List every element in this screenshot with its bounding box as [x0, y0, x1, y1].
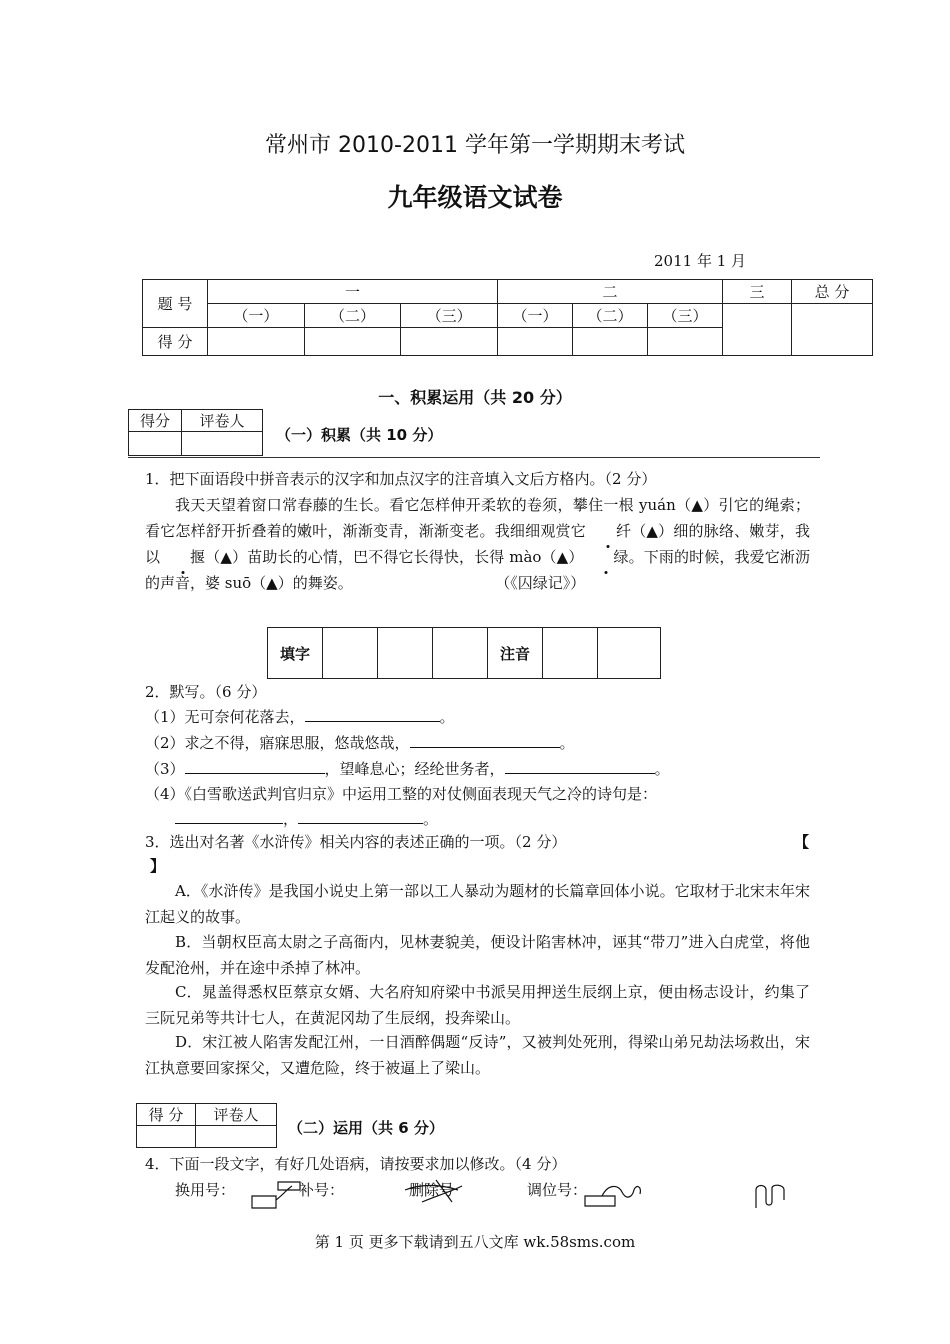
score-cell: [573, 328, 648, 356]
grader-score-label: 得分: [129, 410, 182, 432]
dotted-char: 绿: [583, 544, 628, 570]
answer-blank[interactable]: [410, 730, 560, 748]
score-table: [142, 279, 873, 356]
q3-stem: 3．选出对名著《水浒传》相关内容的表述正确的一项。（2 分）: [145, 833, 567, 851]
dotted-char: 揠: [160, 544, 205, 570]
fill-label: 填字: [268, 628, 323, 679]
q3-option-d: D．宋江被人陷害发配江州，一日酒醉偶题“反诗”，又被判处死刑，得梁山弟兄劫法场救出，宋江执意要回家探父，又遭危险，终于被逼上了梁山。: [145, 1033, 810, 1077]
part1-sub2: （二）: [304, 304, 401, 328]
answer-blank[interactable]: [185, 756, 325, 774]
q2-line3: （3） ，望峰息心；经纶世务者， 。: [145, 756, 670, 782]
answer-bracket-open: 【: [794, 833, 810, 851]
dotted-char: 纤: [586, 518, 631, 544]
q3-option-c: C．晁盖得悉权臣蔡京女婿、大名府知府梁中书派吴用押送生辰纲上京，便由杨志设计，约集了三阮兄弟等共计七人，在黄泥冈劫了生辰纲，投奔梁山。: [145, 983, 810, 1027]
grader-person-label: 评卷人: [182, 410, 263, 432]
total-score-cell: [792, 304, 873, 356]
replace-mark-icon: [252, 1182, 300, 1208]
part3-score-cell: [723, 304, 792, 356]
col-title: 题 号: [143, 280, 208, 328]
q2-line4-blanks: ， 。: [175, 806, 438, 832]
answer-blank[interactable]: [298, 806, 423, 824]
subsection-title: （一）积累（共 10 分）: [276, 426, 443, 444]
pinyin-label: 注音: [488, 628, 543, 679]
answer-grid: [267, 627, 661, 679]
passage-text: 。下雨的时候，我爱它淅沥的声音，婆 suō（▲）的舞姿。: [145, 548, 810, 592]
part2-sub2: （二）: [573, 304, 648, 328]
answer-cell[interactable]: [598, 628, 661, 679]
answer-blank[interactable]: [505, 756, 655, 774]
answer-blank[interactable]: [305, 704, 440, 722]
exam-date: 2011 年 1 月: [654, 252, 747, 270]
grader-person-cell: [182, 432, 263, 456]
divider: [128, 457, 820, 458]
answer-bracket-close: 】: [150, 857, 166, 875]
q3-option-a: A．《水浒传》是我国小说史上第一部以工人暴动为题材的长篇章回体小说。它取材于北宋末年宋江起义的故事。: [145, 882, 810, 926]
q2-line1: （1）无可奈何花落去， 。: [145, 704, 455, 730]
move-mark-label: 调位号：: [527, 1181, 588, 1199]
part2-sub3: （三）: [648, 304, 723, 328]
grader-box: [136, 1103, 277, 1148]
answer-cell[interactable]: [378, 628, 433, 679]
delete-mark-label: 删除号: [409, 1181, 455, 1199]
add-mark-label: 补号：: [299, 1181, 345, 1199]
grader-score-cell: [137, 1126, 196, 1148]
score-cell: [648, 328, 723, 356]
q3-option-b: B．当朝权臣高太尉之子高衙内，见林妻貌美，便设计陷害林冲，诬其“带刀”进入白虎堂，将他发配沧州，并在途中杀掉了林冲。: [145, 933, 810, 977]
q4-stem: 4．下面一段文字，有好几处语病，请按要求加以修改。（4 分）: [145, 1155, 567, 1173]
grader-person-cell: [196, 1126, 277, 1148]
proofreading-marks: [240, 1176, 820, 1216]
section-title: 一、积累运用（共 20 分）: [378, 388, 572, 407]
total-header: 总 分: [792, 280, 873, 304]
subsection-title: （二）运用（共 6 分）: [288, 1119, 444, 1137]
score-cell: [304, 328, 401, 356]
delete-mark-icon: [405, 1180, 462, 1202]
part-three-header: 三: [723, 280, 792, 304]
q2-line4: （4）《白雪歌送武判官归京》中运用工整的对仗侧面表现天气之冷的诗句是：: [145, 785, 658, 803]
grader-score-label: 得 分: [137, 1104, 196, 1126]
part-two-header: 二: [498, 280, 723, 304]
grader-person-label: 评卷人: [196, 1104, 277, 1126]
answer-blank[interactable]: [175, 806, 283, 824]
grader-box: [128, 409, 263, 456]
part-one-header: 一: [208, 280, 498, 304]
page-footer: 第 1 页 更多下载请到五八文库 wk.58sms.com: [314, 1233, 636, 1251]
answer-cell[interactable]: [323, 628, 378, 679]
score-cell: [208, 328, 305, 356]
passage-text: 我天天望着窗口常春藤的生长。看它怎样伸开柔软的卷须，攀住一根 yuán（▲）引它的绳索；看它怎样舒开折叠着的嫩叶，渐渐变青，渐渐变老。我细细观赏它: [145, 496, 810, 540]
answer-cell[interactable]: [543, 628, 598, 679]
row-score-label: 得 分: [143, 328, 208, 356]
part1-sub1: （一）: [208, 304, 305, 328]
paper-subtitle: 九年级语文试卷: [387, 183, 563, 212]
part1-sub3: （三）: [401, 304, 498, 328]
passage-text: （▲）苗助长的心情，巴不得它长得快，长得 mào（▲）: [205, 548, 584, 566]
passage-source: （《囚绿记》）: [502, 574, 586, 592]
brace-mark-icon: [756, 1185, 784, 1208]
score-cell: [401, 328, 498, 356]
answer-cell[interactable]: [433, 628, 488, 679]
exam-title: 常州市 2010-2011 学年第一学期期末考试: [265, 133, 685, 158]
q2-stem: 2．默写。（6 分）: [145, 683, 267, 701]
score-cell: [498, 328, 573, 356]
grader-score-cell: [129, 432, 182, 456]
q1-passage: [145, 492, 810, 596]
passage-text: （▲）细的脉络、嫩芽，我以: [145, 522, 810, 566]
move-mark-icon: [585, 1186, 640, 1206]
part2-sub1: （一）: [498, 304, 573, 328]
replace-mark-label: 换用号：: [175, 1181, 236, 1199]
q2-line2: （2）求之不得，寤寐思服，悠哉悠哉， 。: [145, 730, 575, 756]
q1-stem: 1．把下面语段中拼音表示的汉字和加点汉字的注音填入文后方格内。（2 分）: [145, 470, 657, 488]
